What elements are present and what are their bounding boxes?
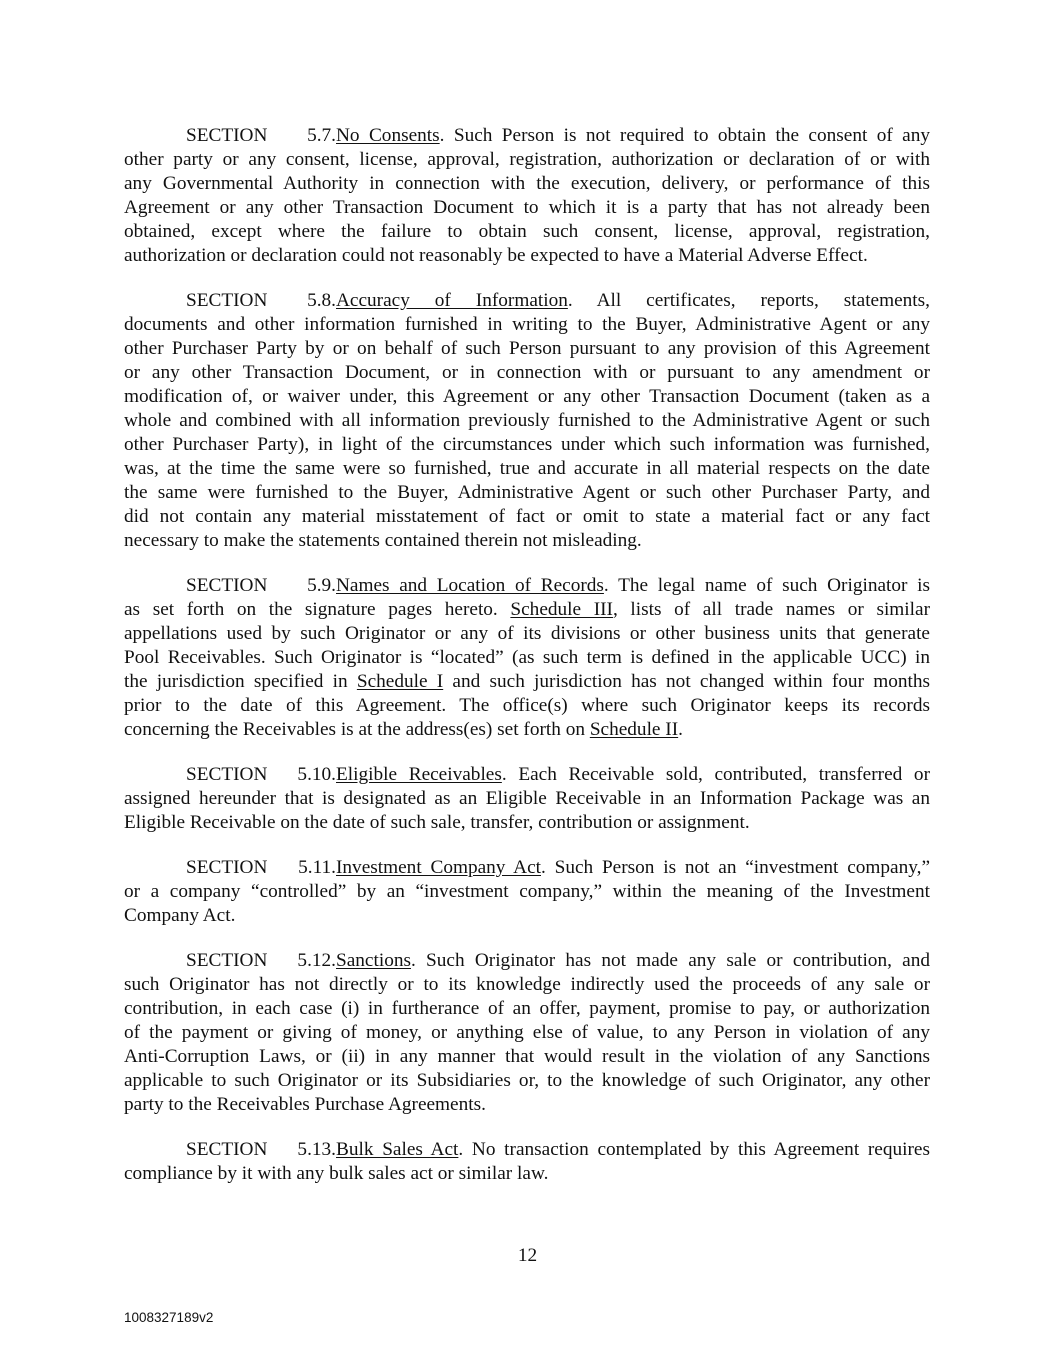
section-title: Eligible Receivables [336,764,502,785]
text-line [124,244,930,268]
text-segment: applicable to such Originator or its Subsidiaries or, to the knowledge of such Originator, any other [124,1070,930,1091]
text-line [124,505,930,529]
text-line [124,949,930,973]
text-segment: other party or any consent, license, approval, registration, authorization or declaration of or with [124,149,930,170]
text-segment: . Such Originator has not made any sale or contribution, and [410,950,930,971]
text-segment: Company Act. [124,905,236,926]
text-segment: of the payment or giving of money, or anything else of value, to any Person in violation of any [124,1022,930,1043]
text-segment: any Governmental Authority in connection with the execution, delivery, or performance of this [124,173,930,194]
text-line [124,598,930,622]
text-line [124,433,930,457]
text-line [124,904,930,928]
text-segment: whole and combined with all information previously furnished to the Administrative Agent or such [124,410,930,431]
text-segment: , lists of all trade names or similar [612,599,930,620]
section-number: SECTION 5.7. [186,125,336,146]
text-segment: party to the Receivables Purchase Agreements. [124,1094,486,1115]
text-line [124,811,930,835]
text-line [124,220,930,244]
text-segment: the jurisdiction specified in [124,671,357,692]
text-line [124,289,930,313]
section-title: Names and Location of Records [336,575,604,596]
text-segment: contribution, in each case (i) in furtherance of an offer, payment, promise to pay, or authorization [124,998,930,1019]
text-segment: or any other Transaction Document, or in connection with or pursuant to any amendment or [124,362,930,383]
text-segment: . No transaction contemplated by this Agreement requires [458,1139,930,1160]
text-line [124,361,930,385]
text-line [124,622,930,646]
text-segment: authorization or declaration could not reasonably be expected to have a Material Adverse Effect. [124,245,868,266]
text-line [124,1021,930,1045]
text-segment: as set forth on the signature pages hereto. [124,599,511,620]
section-paragraph [124,574,930,742]
page-number: 12 [517,1245,538,1266]
section-paragraph [124,1138,930,1186]
section-title: No Consents [336,125,440,146]
text-segment: was, at the time the same were so furnished, true and accurate in all material respects on the date [124,458,930,479]
text-line [124,457,930,481]
text-line [124,646,930,670]
text-line [124,172,930,196]
text-line [124,148,930,172]
text-line [124,481,930,505]
text-segment: . Such Person is not an “investment company,” [541,857,930,878]
section-title: Investment Company Act [336,857,541,878]
text-line [124,529,930,553]
text-segment: . Such Person is not required to obtain the consent of any [439,125,930,146]
text-line [124,196,930,220]
text-segment: and such jurisdiction has not changed within four months [443,671,930,692]
section-paragraph [124,949,930,1117]
text-line [124,1138,930,1162]
section-number: SECTION 5.12. [186,950,336,971]
text-line [124,973,930,997]
text-line [124,1069,930,1093]
text-line [124,718,930,742]
text-segment: . [678,719,683,740]
text-segment: such Originator has not directly or to its knowledge indirectly used the proceeds of any sale or [124,974,930,995]
text-segment: compliance by it with any bulk sales act or similar law. [124,1163,549,1184]
text-line [124,856,930,880]
text-line [124,574,930,598]
text-line [124,694,930,718]
text-segment: appellations used by such Originator or any of its divisions or other business units that generate [124,623,930,644]
text-segment: . All certificates, reports, statements, [567,290,930,311]
text-line [124,1162,930,1186]
text-segment: Pool Receivables. Such Originator is “located” (as such term is defined in the applicable UCC) in [124,647,930,668]
text-line [124,337,930,361]
text-segment: did not contain any material misstatement of fact or omit to state a material fact or any fact [124,506,930,527]
section-number: SECTION 5.8. [186,290,336,311]
text-line [124,409,930,433]
text-segment: the same were furnished to the Buyer, Administrative Agent or such other Purchaser Party, and [124,482,930,503]
text-segment: modification of, or waiver under, this Agreement or any other Transaction Document (taken as a [124,386,930,407]
text-line [124,1093,930,1117]
text-line [124,1045,930,1069]
document-body [124,124,930,1207]
text-segment: prior to the date of this Agreement. The office(s) where such Originator keeps its records [124,695,930,716]
schedule-reference: Schedule I [356,671,444,692]
text-segment: Eligible Receivable on the date of such sale, transfer, contribution or assignment. [124,812,750,833]
text-segment: other Purchaser Party by or on behalf of such Person pursuant to any provision of this Agreement [124,338,930,359]
text-segment: documents and other information furnished in writing to the Buyer, Administrative Agent or any [124,314,930,335]
section-paragraph [124,856,930,928]
text-segment: obtained, except where the failure to obtain such consent, license, approval, registration, [124,221,930,242]
text-segment: other Purchaser Party), in light of the circumstances under which such information was furnished, [124,434,930,455]
text-segment: assigned hereunder that is designated as an Eligible Receivable in an Information Package was an [124,788,930,809]
section-paragraph [124,289,930,553]
text-segment: necessary to make the statements contained therein not misleading. [124,530,642,551]
section-number: SECTION 5.9. [186,575,336,596]
schedule-reference: Schedule II [589,719,679,740]
text-segment: concerning the Receivables is at the address(es) set forth on [124,719,590,740]
section-number: SECTION 5.11. [186,857,336,878]
section-paragraph [124,763,930,835]
text-line [124,763,930,787]
text-line [124,313,930,337]
schedule-reference: Schedule III [510,599,613,620]
text-segment: Anti-Corruption Laws, or (ii) in any manner that would result in the violation of any Sanctions [124,1046,930,1067]
section-number: SECTION 5.13. [186,1139,336,1160]
text-segment: . Each Receivable sold, contributed, transferred or [501,764,930,785]
section-title: Bulk Sales Act [336,1139,459,1160]
text-segment: or a company “controlled” by an “investment company,” within the meaning of the Investment [124,881,930,902]
section-paragraph [124,124,930,268]
text-line [124,670,930,694]
text-line [124,124,930,148]
section-number: SECTION 5.10. [186,764,336,785]
text-line [124,880,930,904]
text-segment: . The legal name of such Originator is [603,575,930,596]
text-line [124,997,930,1021]
document-id: 1008327189v2 [124,1310,214,1325]
section-title: Sanctions [336,950,411,971]
text-segment: Agreement or any other Transaction Document to which it is a party that has not already been [124,197,930,218]
section-title: Accuracy of Information [336,290,568,311]
text-line [124,787,930,811]
text-line [124,385,930,409]
